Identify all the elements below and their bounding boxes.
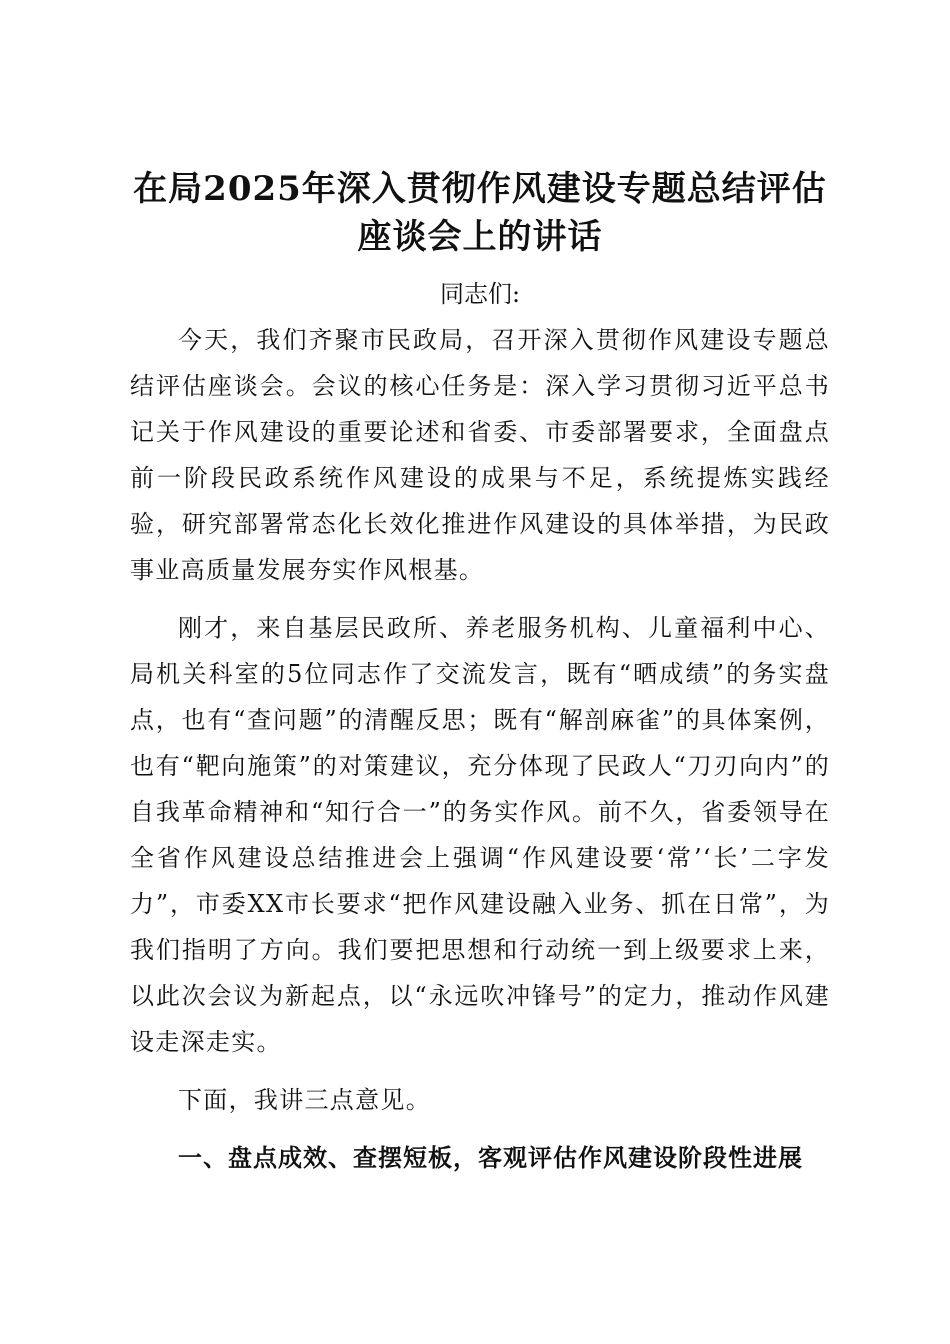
- paragraph-intro: 今天，我们齐聚市民政局，召开深入贯彻作风建设专题总结评估座谈会。会议的核心任务是：深入学习贯彻习近平总书记关于作风建设的重要论述和省委、市委部署要求，全面盘点前一阶段民政系统作风建设的成果与不足，系统提炼实践经验，研究部署常态化长效化推进作风建设的具体举措，为民政事业高质量发展夯实作风根基。: [130, 326, 830, 584]
- title-line-2: 座谈会上的讲话: [357, 217, 603, 257]
- document-title: [130, 165, 830, 261]
- paragraph-transition: 下面，我讲三点意见。: [178, 1086, 431, 1114]
- salutation: 同志们:: [439, 280, 521, 308]
- paragraph-speeches: 刚才，来自基层民政所、养老服务机构、儿童福利中心、局机关科室的5位同志作了交流发言，既有“晒成绩”的务实盘点，也有“查问题”的清醒反思；既有“解剖麻雀”的具体案例，也有“靶向施策”的对策建议，充分体现了民政人“刀刃向内”的自我革命精神和“知行合一”的务实作风。前不久，省委领导在全省作风建设总结推进会上强调“作风建设要‘常’‘长’二字发力”，市委XX市长要求“把作风建设融入业务、抓在日常”，为我们指明了方向。我们要把思想和行动统一到上级要求上来，以此次会议为新起点，以“永远吹冲锋号”的定力，推动作风建设走深走实。: [130, 614, 830, 1056]
- document-page: [130, 165, 830, 1181]
- title-line-1: 在局2025年深入贯彻作风建设专题总结评估: [133, 169, 827, 209]
- section-heading: 一、盘点成效、查摆短板，客观评估作风建设阶段性进展: [178, 1143, 803, 1172]
